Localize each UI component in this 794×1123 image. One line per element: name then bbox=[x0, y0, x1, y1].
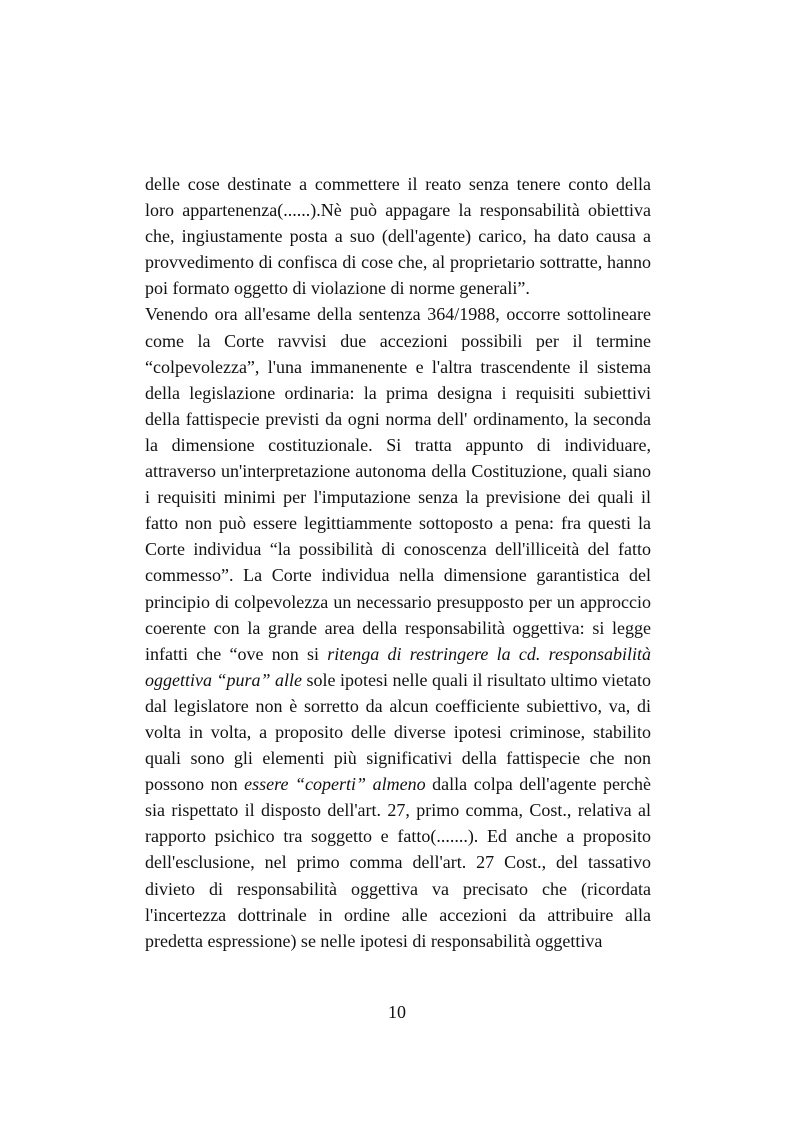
page-body bbox=[145, 171, 651, 954]
paragraph-2-text-3: dalla colpa dell'agente perchè sia rispettato il disposto dell'art. 27, primo comma, Cost., relativa al rapporto psichico tra soggetto e fatto(.......). Ed anche a proposito dell'esclusione, nel primo comma dell'art. 27 Cost., del tassativo divieto di responsabilità oggettiva va precisato che (ricordata l'incertezza dottrinale in ordine alle accezioni da attribuire alla predetta espressione) se nelle ipotesi di responsabilità oggettiva bbox=[145, 774, 652, 951]
paragraph-2-italic-quote-2: essere “coperti” almeno bbox=[244, 774, 426, 795]
paragraph-1: delle cose destinate a commettere il reato senza tenere conto della loro appartenenza(......).Nè può appagare la responsabilità obiettiva che, ingiustamente posta a suo (dell'agente) carico, ha dato causa a provvedimento di confisca di cose che, al proprietario sottratte, hanno poi formato oggetto di violazione di norme generali”. bbox=[145, 174, 651, 299]
paragraph-2 bbox=[145, 301, 651, 953]
paragraph-2-italic-quote-1: ritenga di restringere la cd. responsabilità oggettiva “pura” alle bbox=[145, 643, 651, 690]
paragraph-2-text-1: Venendo ora all'esame della sentenza 364/1988, occorre sottolineare come la Corte ravvisi due accezioni possibili per il termine “colpevolezza”, l'una immanenente e l'altra trascendente il sistema della legislazione ordinaria: la prima designa i requisiti subiettivi della fattispecie previsti da ogni norma dell' ordinamento, la seconda la dimensione costituzionale. Si tratta appunto di individuare, attraverso un'interpretazione autonoma della Costituzione, quali siano i requisiti minimi per l'imputazione senza la previsione dei quali il fatto non può essere legittiammente sottoposto a pena: fra questi la Corte individua “la possibilità di conoscenza dell'illiceità del fatto commesso”. La Corte individua nella dimensione garantistica del principio di colpevolezza un necessario presupposto per un approccio coerente con la grande area della responsabilità oggettiva: si legge infatti che “ove non si bbox=[145, 304, 651, 664]
page-number: 10 bbox=[388, 1002, 406, 1022]
paragraph-2-text-2: sole ipotesi nelle quali il risultato ultimo vietato dal legislatore non è sorretto da alcun coefficiente subiettivo, va, di volta in volta, a proposito delle diverse ipotesi criminose, stabilito quali sono gli elementi più significativi della fattispecie che non possono non bbox=[145, 669, 651, 795]
